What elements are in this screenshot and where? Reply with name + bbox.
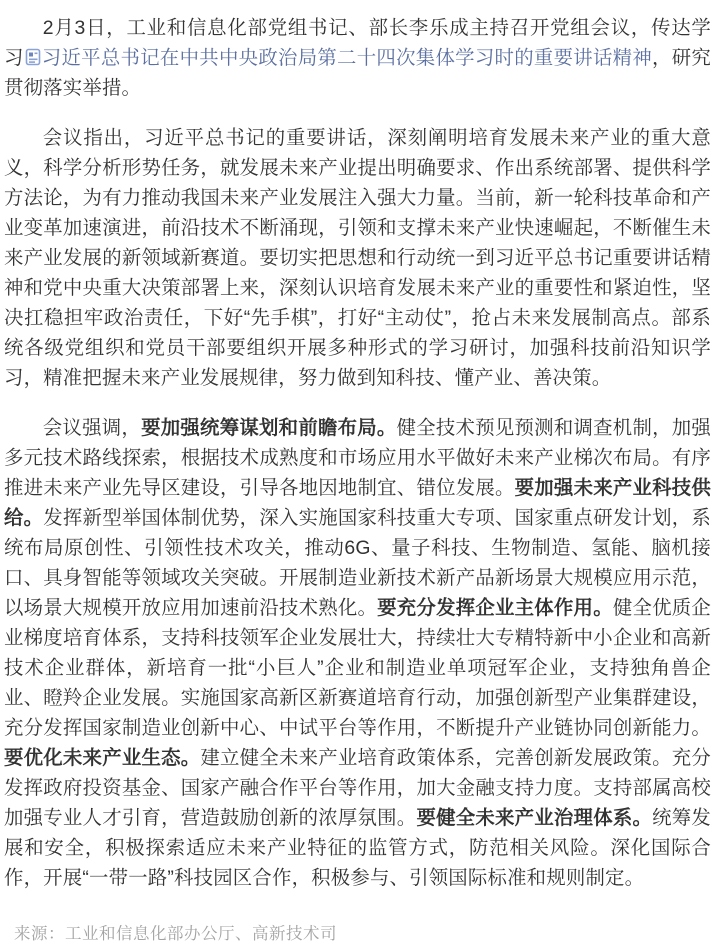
text-run: ，研究贯彻落实举措。 [4,47,711,99]
paragraph [4,13,711,103]
document-link-icon[interactable] [25,48,41,66]
bold-emphasis: 要健全未来产业治理体系。 [416,807,653,829]
text-run: 2月3日，工业和信息化部党组书记、部长李乐成主持召开党组会议，传达学习 [4,17,711,69]
bold-emphasis: 要加强统筹谋划和前瞻布局。 [141,417,397,439]
text-run: 会议指出，习近平总书记的重要讲话，深刻阐明培育发展未来产业的重大意义，科学分析形势任务，就发展未来产业提出明确要求、作出系统部署、提供科学方法论，为有力推动我国未来产业发展注入强大力量。当前，新一轮科技革命和产业变革加速演进，前沿技术不断涌现，引领和支撑未来产业快速崛起，不断催生未来产业发展的新领域新赛道。要切实把思想和行动统一到习近平总书记重要讲话精神和党中央重大决策部署上来，深刻认识培育发展未来产业的重要性和紧迫性，坚决扛稳担牢政治责任，下好“先手棋”，打好“主动仗”，抢占未来发展制高点。部系统各级党组织和党员干部要组织开展多种形式的学习研讨，加强科技前沿知识学习，精准把握未来产业发展规律，努力做到知科技、懂产业、善决策。 [4,127,711,389]
text-run: 发挥新型举国体制优势，深入实施国家科技重大专项、国家重点研发计划，系统布局原创性、引领性技术攻关，推动6G、量子科技、生物制造、氢能、脑机接口、具身智能等领域攻关突破。开展制造业新技术新产品新场景大规模应用示范，以场景大规模开放应用加速前沿技术熟化。 [4,507,711,619]
article-body [4,13,711,893]
text-run: 建立健全未来产业培育政策体系，完善创新发展政策。充分发挥政府投资基金、国家产融合作平台等作用，加大金融支持力度。支持部属高校加强专业人才引育，营造鼓励创新的浓厚氛围。 [4,747,712,829]
text-run: 健全技术预见预测和调查机制，加强多元技术路线探索，根据技术成熟度和市场应用水平做好未来产业梯次布局。有序推进未来产业先导区建设，引导各地因地制宜、错位发展。 [4,417,712,499]
speech-link[interactable]: 习近平总书记在中共中央政治局第二十四次集体学习时的重要讲话精神 [41,47,653,69]
text-run: 健全优质企业梯度培育体系，支持科技领军企业发展壮大，持续壮大专精特新中小企业和高新技术企业群体，新培育一批“小巨人”企业和制造业单项冠军企业，支持独角兽企业、瞪羚企业发展。实施国家高新区新赛道培育行动，加强创新型产业集群建设，充分发挥国家制造业创新中心、中试平台等作用，不断提升产业链协同创新能力。 [4,597,711,739]
paragraph [4,123,711,393]
paragraph [4,413,711,893]
text-run: 统筹发展和安全，积极探索适应未来产业特征的监管方式，防范相关风险。深化国际合作，开展“一带一路”科技园区合作，积极参与、引领国际标准和规则制定。 [4,807,711,889]
source-line: 来源：工业和信息化部办公厅、高新技术司 [14,925,337,943]
bold-emphasis: 要优化未来产业生态。 [4,747,201,769]
text-run: 会议强调， [42,417,142,439]
bold-emphasis: 要充分发挥企业主体作用。 [377,597,613,619]
bold-emphasis: 要加强未来产业科技供给。 [4,477,712,529]
